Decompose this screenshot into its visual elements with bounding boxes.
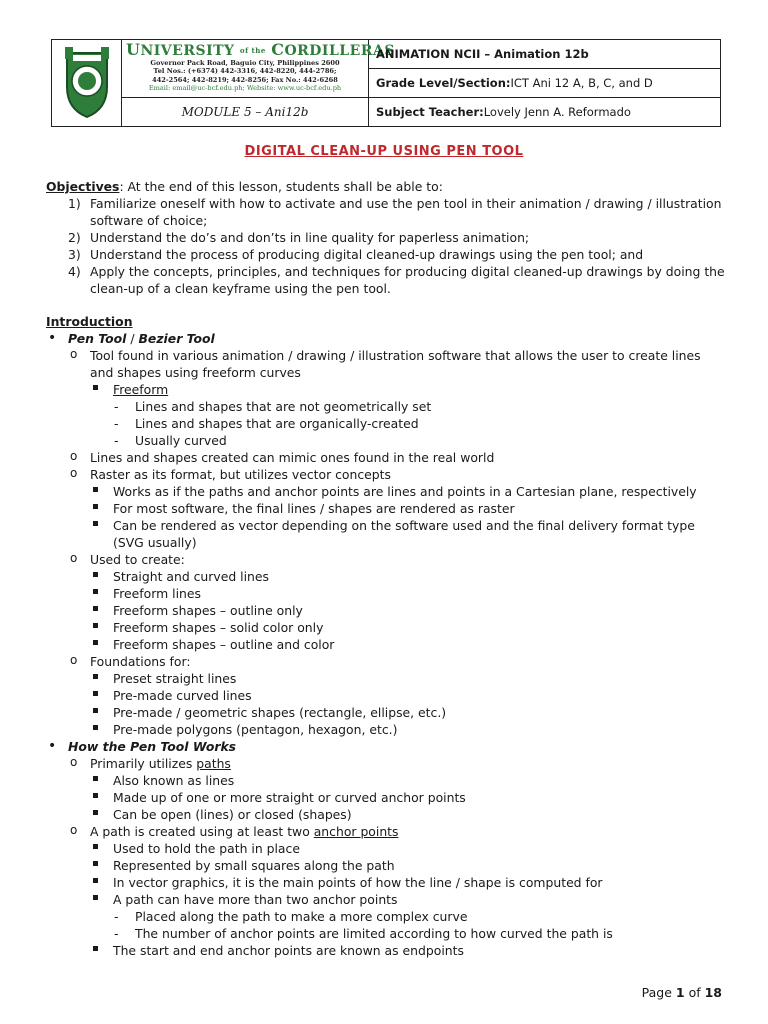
list-item	[46, 942, 726, 959]
list-item	[46, 721, 726, 738]
grade-value: ICT Ani 12 A, B, C, and D	[510, 76, 653, 90]
pen-tool-label: Pen Tool	[68, 331, 127, 346]
list-item	[46, 500, 726, 517]
dash-bullet: -	[114, 909, 119, 924]
objectives-heading	[46, 178, 726, 195]
square-bullet	[93, 793, 98, 798]
item-text: Freeform	[113, 382, 169, 397]
objective-item	[46, 195, 726, 229]
list-item	[46, 687, 726, 704]
square-bullet	[93, 521, 98, 526]
uni-word-2: ORDILLERAS	[284, 43, 395, 59]
square-bullet	[93, 504, 98, 509]
objective-text: Understand the process of producing digital cleaned-up drawings using the pen tool; and	[90, 247, 644, 262]
dash-bullet: -	[114, 416, 119, 431]
objective-number: 1)	[68, 196, 81, 211]
university-tel-1: Tel Nos.: (+6374) 442-3316, 442-8220, 444-2786;	[153, 67, 337, 76]
university-tel-2: 442-2564; 442-8219; 442-8256; Fax No.: 442-6268	[152, 75, 338, 84]
list-item	[46, 432, 726, 449]
square-bullet	[93, 895, 98, 900]
list-item	[46, 619, 726, 636]
list-item	[46, 908, 726, 925]
square-bullet	[93, 878, 98, 883]
list-item	[46, 891, 726, 908]
item-text: Pre-made curved lines	[113, 688, 252, 703]
item-text: Pre-made polygons (pentagon, hexagon, etc.)	[113, 722, 398, 737]
how-label: How the Pen Tool Works	[68, 739, 237, 754]
square-bullet	[93, 844, 98, 849]
pen-tool-heading	[46, 330, 726, 347]
module-header-table	[51, 39, 721, 127]
list-item	[46, 670, 726, 687]
list-item	[46, 857, 726, 874]
item-text: Lines and shapes that are not geometrically set	[135, 399, 432, 414]
item-text: Usually curved	[135, 433, 227, 448]
square-bullet	[93, 810, 98, 815]
pen-tool-sep: /	[126, 331, 139, 346]
item-text: A path can have more than two anchor points	[113, 892, 398, 907]
list-item	[46, 466, 726, 483]
item-text: Can be rendered as vector depending on the software used and the final delivery format type (SVG usually)	[113, 518, 695, 550]
item-text: Raster as its format, but utilizes vector concepts	[90, 467, 391, 482]
square-bullet	[93, 776, 98, 781]
item-text: Freeform shapes – solid color only	[113, 620, 324, 635]
sub-bullet: o	[70, 551, 78, 565]
item-text: Lines and shapes that are organically-created	[135, 416, 419, 431]
objective-text: Familiarize oneself with how to activate and use the pen tool in their animation / drawing / illustration software of choice;	[90, 196, 722, 228]
item-text: Represented by small squares along the path	[113, 858, 395, 873]
list-item	[46, 925, 726, 942]
item-term: paths	[196, 756, 231, 771]
item-text: Lines and shapes created can mimic ones found in the real world	[90, 450, 495, 465]
square-bullet	[93, 385, 98, 390]
university-name	[126, 40, 395, 59]
square-bullet	[93, 725, 98, 730]
dash-bullet: -	[114, 399, 119, 414]
item-text: Freeform lines	[113, 586, 201, 601]
university-info	[122, 40, 395, 98]
list-item	[46, 874, 726, 891]
item-text: Works as if the paths and anchor points are lines and points in a Cartesian plane, respectively	[113, 484, 697, 499]
item-text: The start and end anchor points are known as endpoints	[113, 943, 464, 958]
list-item	[46, 449, 726, 466]
list-item	[46, 772, 726, 789]
sub-bullet: o	[70, 347, 78, 361]
university-seal-icon	[61, 47, 113, 119]
course-name: ANIMATION NCII – Animation 12b	[369, 40, 720, 69]
square-bullet	[93, 606, 98, 611]
objectives-label: Objectives	[46, 179, 120, 194]
item-text: Used to create:	[90, 552, 185, 567]
objectives-intro: : At the end of this lesson, students shall be able to:	[119, 179, 443, 194]
uni-letter-c: C	[271, 40, 285, 59]
item-text: Preset straight lines	[113, 671, 237, 686]
item-term: anchor points	[313, 824, 399, 839]
how-pen-tool-works-heading	[46, 738, 726, 755]
list-item	[46, 568, 726, 585]
square-bullet	[93, 572, 98, 577]
introduction-heading: Introduction	[46, 314, 133, 329]
lesson-title: DIGITAL CLEAN-UP USING PEN TOOL	[244, 144, 524, 159]
list-item	[46, 704, 726, 721]
item-text: Primarily utilizes	[90, 756, 197, 771]
lesson-content	[46, 178, 726, 959]
item-text: Freeform shapes – outline and color	[113, 637, 335, 652]
list-item	[46, 517, 726, 551]
square-bullet	[93, 861, 98, 866]
objective-number: 2)	[68, 230, 81, 245]
sub-bullet: o	[70, 449, 78, 463]
objective-number: 3)	[68, 247, 81, 262]
sub-bullet: o	[70, 653, 78, 667]
sub-bullet: o	[70, 755, 78, 769]
objectives-list	[46, 195, 726, 297]
objective-number: 4)	[68, 264, 81, 279]
sub-bullet: o	[70, 466, 78, 480]
item-text: Placed along the path to make a more complex curve	[135, 909, 468, 924]
list-item	[46, 415, 726, 432]
objective-text: Understand the do’s and don’ts in line quality for paperless animation;	[90, 230, 530, 245]
objective-item	[46, 263, 726, 297]
university-contact: Email: email@uc-bcf.edu.ph; Website: www.uc-bcf.edu.ph	[148, 84, 342, 93]
square-bullet	[93, 691, 98, 696]
module-label: MODULE 5 – Ani12b	[122, 98, 369, 126]
item-text: The number of anchor points are limited according to how curved the path is	[135, 926, 613, 941]
objective-item	[46, 229, 726, 246]
uni-word-of: of the	[239, 46, 266, 55]
list-item	[46, 398, 726, 415]
list-item	[46, 585, 726, 602]
objective-item	[46, 246, 726, 263]
page-number	[642, 985, 722, 1000]
item-text: Freeform shapes – outline only	[113, 603, 303, 618]
list-item	[46, 381, 726, 398]
item-text: In vector graphics, it is the main points of how the line / shape is computed for	[113, 875, 603, 890]
square-bullet	[93, 708, 98, 713]
square-bullet	[93, 674, 98, 679]
teacher-value: Lovely Jenn A. Reformado	[483, 105, 631, 119]
item-text: Can be open (lines) or closed (shapes)	[113, 807, 352, 822]
square-bullet	[93, 640, 98, 645]
square-bullet	[93, 487, 98, 492]
list-item	[46, 823, 726, 840]
university-address: Governor Pack Road, Baguio City, Philippines 2600	[150, 59, 340, 67]
page-total: 18	[704, 985, 722, 1000]
item-text: Also known as lines	[113, 773, 235, 788]
list-item	[46, 840, 726, 857]
item-text: Pre-made / geometric shapes (rectangle, ellipse, etc.)	[113, 705, 447, 720]
square-bullet	[93, 946, 98, 951]
list-item	[46, 602, 726, 619]
item-text: Made up of one or more straight or curved anchor points	[113, 790, 466, 805]
item-text: For most software, the final lines / shapes are rendered as raster	[113, 501, 515, 516]
item-text: A path is created using at least two	[90, 824, 314, 839]
list-item	[46, 755, 726, 772]
uni-word-1: NIVERSITY	[140, 43, 235, 59]
square-bullet	[93, 623, 98, 628]
page-of: of	[684, 985, 705, 1000]
dash-bullet: -	[114, 926, 119, 941]
list-item	[46, 483, 726, 500]
item-text: Used to hold the path in place	[113, 841, 300, 856]
item-text: Straight and curved lines	[113, 569, 269, 584]
item-text: Tool found in various animation / drawing / illustration software that allows the user to create lines and shapes using freeform curves	[90, 348, 701, 380]
item-text: Foundations for:	[90, 654, 191, 669]
page-current: 1	[675, 985, 685, 1000]
square-bullet	[93, 589, 98, 594]
page-word: Page	[641, 985, 676, 1000]
dash-bullet: -	[114, 433, 119, 448]
list-item	[46, 636, 726, 653]
list-item	[46, 347, 726, 381]
list-item	[46, 653, 726, 670]
list-item	[46, 806, 726, 823]
sub-bullet: o	[70, 823, 78, 837]
uni-letter-u: U	[126, 40, 141, 59]
objective-text: Apply the concepts, principles, and techniques for producing digital cleaned-up drawings by doing the clean-up of a clean keyframe using the pen tool.	[90, 264, 725, 296]
teacher-label: Subject Teacher:	[376, 105, 484, 119]
bezier-tool-label: Bezier Tool	[138, 331, 215, 346]
university-logo	[52, 40, 122, 126]
list-item	[46, 789, 726, 806]
grade-level	[369, 69, 720, 98]
subject-teacher	[369, 98, 720, 126]
grade-label: Grade Level/Section:	[376, 76, 511, 90]
list-item	[46, 551, 726, 568]
